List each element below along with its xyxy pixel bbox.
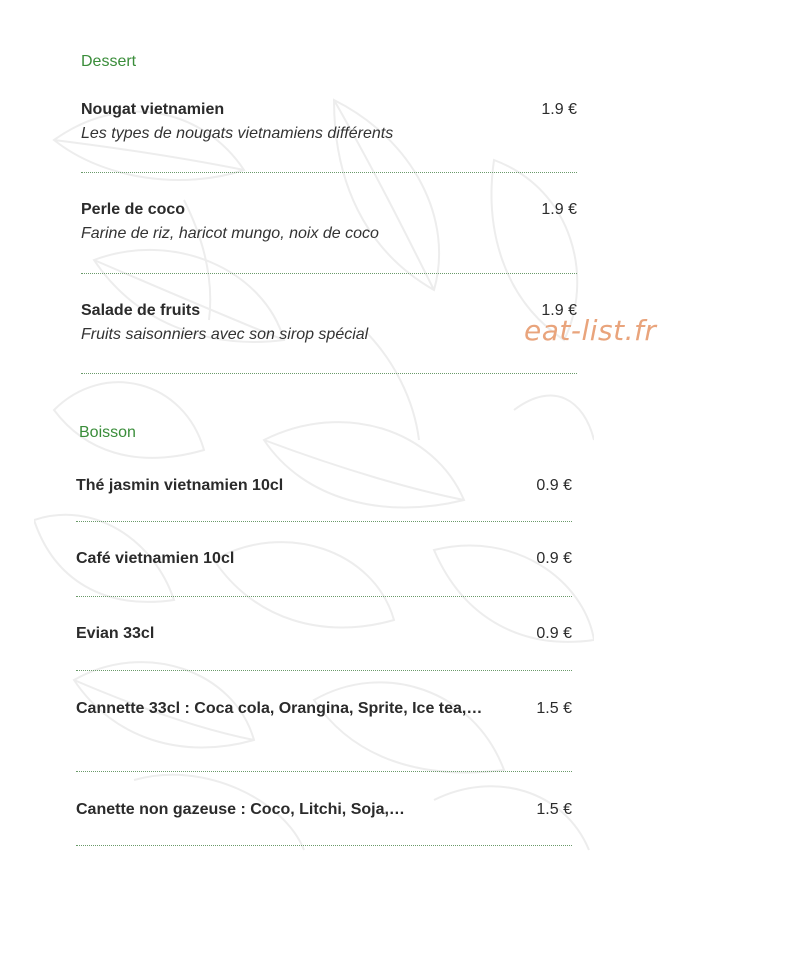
- item-name: Evian 33cl: [76, 625, 155, 642]
- item-description: Fruits saisonniers avec son sirop spécial: [81, 326, 369, 343]
- divider: [76, 845, 572, 846]
- item-name: Cannette 33cl : Coca cola, Orangina, Sprite, Ice tea,…: [76, 700, 483, 717]
- item-price: 1.9 €: [541, 101, 577, 118]
- item-description: Farine de riz, haricot mungo, noix de coco: [81, 225, 379, 242]
- item-price: 1.9 €: [541, 201, 577, 218]
- item-description: Les types de nougats vietnamiens différents: [81, 125, 394, 142]
- divider: [81, 373, 577, 374]
- item-name: Perle de coco: [81, 201, 186, 218]
- menu-item: [76, 696, 572, 772]
- section-title-dessert: Dessert: [81, 53, 137, 70]
- menu-item: [81, 97, 577, 173]
- item-price: 1.9 €: [541, 302, 577, 319]
- menu-item: [76, 473, 572, 523]
- divider: [76, 771, 572, 772]
- divider: [81, 172, 577, 173]
- menu-item: [81, 197, 577, 273]
- menu-item: [81, 298, 577, 374]
- item-name: Thé jasmin vietnamien 10cl: [76, 477, 284, 494]
- divider: [76, 596, 572, 597]
- item-price: 0.9 €: [536, 550, 572, 567]
- watermark-logo: eat-list.fr: [524, 314, 657, 347]
- item-name: Nougat vietnamien: [81, 101, 225, 118]
- item-name: Canette non gazeuse : Coco, Litchi, Soja,…: [76, 801, 405, 818]
- menu-item: [76, 621, 572, 671]
- item-name: Café vietnamien 10cl: [76, 550, 235, 567]
- menu-item: [76, 797, 572, 847]
- divider: [76, 670, 572, 671]
- divider: [81, 273, 577, 274]
- item-price: 0.9 €: [536, 477, 572, 494]
- item-price: 0.9 €: [536, 625, 572, 642]
- item-price: 1.5 €: [536, 700, 572, 717]
- item-price: 1.5 €: [536, 801, 572, 818]
- item-name: Salade de fruits: [81, 302, 201, 319]
- section-title-boisson: Boisson: [79, 424, 136, 441]
- menu-item: [76, 546, 572, 596]
- divider: [76, 521, 572, 522]
